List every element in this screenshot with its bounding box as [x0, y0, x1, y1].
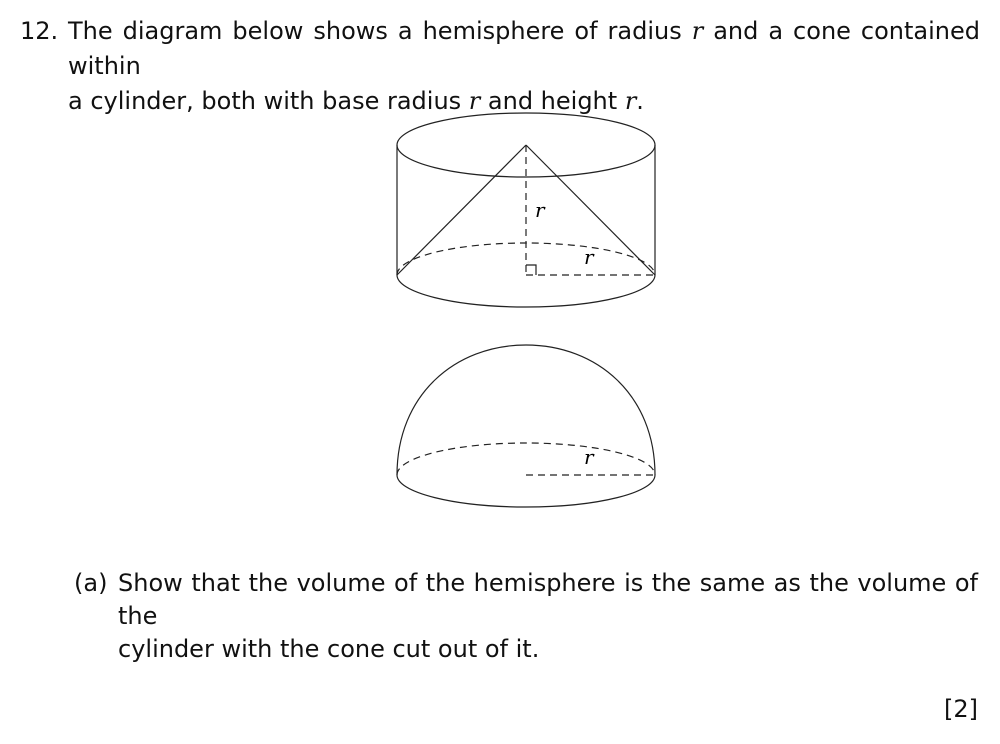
question-text-part: a cylinder, both with base radius — [68, 87, 469, 115]
cylinder-with-cone — [397, 113, 655, 307]
part-a-label: (a) — [74, 569, 108, 597]
cylinder-radius-label: r — [584, 245, 594, 269]
hemisphere-base-front-arc — [397, 475, 655, 507]
hemisphere-radius-label: r — [584, 445, 594, 469]
hemisphere — [397, 345, 655, 507]
marks-indicator: [2] — [944, 695, 978, 723]
radius-variable: r — [691, 17, 704, 45]
part-a-text — [118, 567, 978, 666]
radius-variable: r — [468, 87, 481, 115]
question-text-part: . — [636, 87, 644, 115]
question-text-part: and height — [480, 87, 625, 115]
question-text-part: The diagram below shows a hemisphere of radius — [68, 17, 692, 45]
question-number: 12. — [20, 17, 59, 45]
hemisphere-base-back-arc — [397, 443, 655, 475]
right-angle-marker — [526, 265, 536, 275]
cylinder-base-front-arc — [397, 275, 655, 307]
cylinder-height-label: r — [535, 198, 545, 222]
cone-left-slant — [397, 145, 526, 275]
question-text-part: and a cone contained within — [68, 17, 980, 80]
part-a-line-1: Show that the volume of the hemisphere is the same as the volume of the — [118, 569, 978, 630]
part-a-line-2: cylinder with the cone cut out of it. — [118, 635, 540, 663]
height-variable: r — [624, 87, 637, 115]
hemisphere-dome-outline — [397, 345, 655, 475]
